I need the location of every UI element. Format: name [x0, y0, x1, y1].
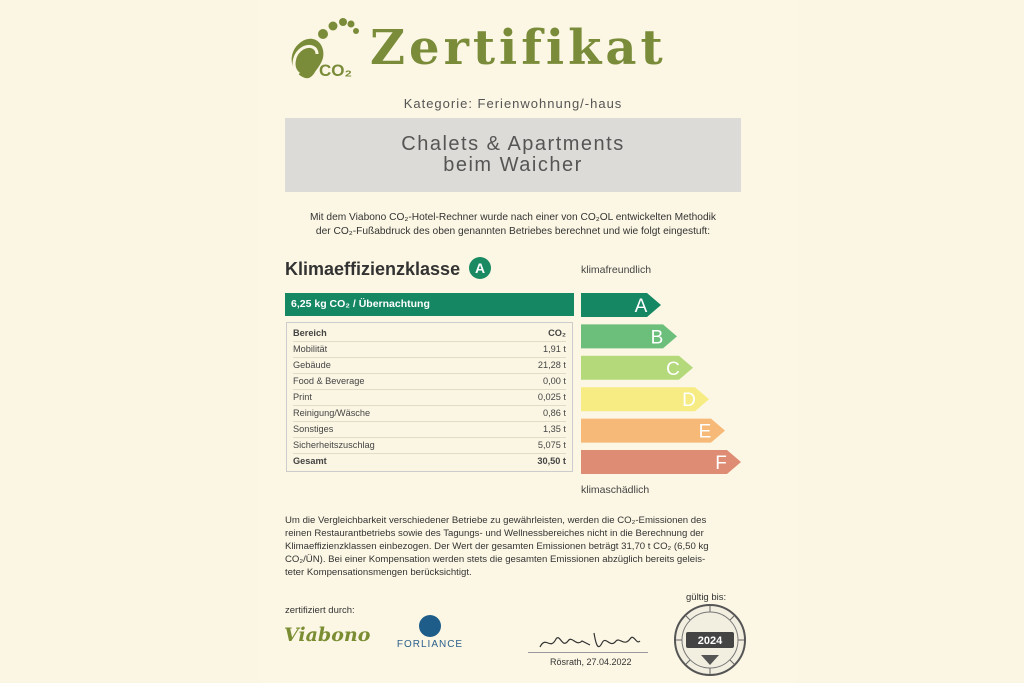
hotel-name-line1: Chalets & Apartments [401, 133, 625, 155]
emission-per-night-bar: 6,25 kg CO₂ / Übernachtung [285, 293, 574, 316]
class-arrow-letter: B [650, 327, 664, 349]
disclaimer-line1: Um die Vergleichbarkeit verschiedener Betriebe zu gewährleisten, werden die CO₂-Emissionen des [285, 515, 707, 526]
class-arrow-letter: C [666, 358, 680, 380]
class-arrow-shape [581, 293, 661, 317]
table-cell-wert: 0,025 t [537, 392, 566, 402]
disclaimer-line4: CO₂/ÜN). Bei einer Kompensation werden stets die gesamten Emissionen abzüglich bereits geleis- [285, 554, 706, 565]
signature [532, 625, 652, 655]
table-total-bereich: Gesamt [293, 456, 327, 466]
forliance-globe-icon [419, 615, 441, 637]
table-cell-bereich: Reinigung/Wäsche [293, 408, 371, 418]
table-cell-wert: 5,075 t [537, 440, 566, 450]
class-arrow-letter: D [682, 390, 696, 412]
certified-by-label: zertifiziert durch: [285, 605, 355, 616]
table-total-row [293, 453, 566, 469]
class-arrow-letter: A [634, 296, 648, 317]
class-arrow-letter: F [715, 453, 727, 474]
svg-text:CO₂: CO₂ [319, 61, 353, 80]
table-cell-bereich: Gebäude [293, 360, 331, 370]
table-row [293, 437, 566, 454]
place-date: Rösrath, 27.04.2022 [550, 657, 632, 667]
intro-line1: Mit dem Viabono CO₂-Hotel-Rechner wurde nach einer von CO₂OL entwickelten Methodik [310, 212, 716, 223]
class-arrow-letter: E [698, 421, 712, 443]
table-cell-wert: 0,86 t [543, 408, 566, 418]
table-cell-wert: 21,28 t [537, 360, 566, 370]
table-cell-wert: 1,91 t [543, 344, 566, 354]
class-arrow-c [581, 356, 693, 380]
co2-footprint-logo [285, 12, 360, 80]
class-arrow-f [581, 450, 741, 474]
class-arrow-d [581, 387, 709, 411]
table-row [293, 405, 566, 422]
table-cell-bereich: Food & Beverage [293, 376, 365, 386]
table-header-row [293, 325, 566, 342]
table-cell-bereich: Sicherheitszuschlag [293, 440, 375, 450]
table-row [293, 421, 566, 438]
disclaimer-text [285, 514, 741, 579]
hotel-name-box [285, 118, 741, 192]
table-row [293, 389, 566, 406]
efficiency-class-ladder [581, 291, 741, 477]
table-cell-wert: 0,00 t [543, 376, 566, 386]
table-cell-bereich: Mobilität [293, 344, 328, 354]
category-label: Kategorie: Ferienwohnung/-haus [403, 96, 623, 111]
forliance-name: FORLIANCE [396, 639, 464, 650]
class-arrow-b [581, 324, 677, 348]
table-row [293, 357, 566, 374]
disclaimer-line2: reinen Restaurantbetriebs sowie des Tagungs- und Wellnessbereiches nicht in die Berechnung der [285, 528, 704, 539]
table-cell-wert: 1,35 t [543, 424, 566, 434]
hotel-name-line2: beim Waicher [443, 154, 583, 176]
forliance-logo [394, 615, 466, 650]
climate-harmful-label: klimaschädlich [581, 484, 650, 496]
emissions-table [286, 322, 573, 472]
efficiency-class-label: Klimaeffizienzklasse [285, 259, 461, 279]
efficiency-class-badge: A [469, 257, 491, 279]
page-title: Zertifikat [370, 20, 667, 76]
valid-until-label: gültig bis: [686, 592, 727, 603]
climate-friendly-label: klimafreundlich [581, 264, 652, 276]
table-cell-bereich: Print [293, 392, 312, 402]
table-row [293, 373, 566, 390]
viabono-logo: Viabono [284, 624, 371, 646]
signature-line [528, 652, 648, 653]
validity-seal [673, 603, 747, 677]
disclaimer-line3: Klimaeffizienzklassen einbezogen. Der Wert der gesamten Emissionen beträgt 31,70 t CO₂ (6,50 kg [285, 541, 709, 552]
disclaimer-line5: teter Kompensationsmengen berücksichtigt. [285, 567, 472, 578]
intro-line2: der CO₂-Fußabdruck des oben genannten Betriebes berechnet und wie folgt eingestuft: [315, 226, 711, 237]
table-header-co2: CO₂ [548, 328, 566, 338]
class-arrow-e [581, 419, 725, 443]
intro-text [285, 211, 741, 239]
svg-text:2024: 2024 [697, 635, 723, 647]
class-arrow-a [581, 293, 661, 317]
table-header-bereich: Bereich [293, 328, 327, 338]
efficiency-class-heading [285, 257, 491, 280]
table-total-wert: 30,50 t [537, 456, 566, 466]
table-cell-bereich: Sonstiges [293, 424, 334, 434]
table-row [293, 341, 566, 358]
